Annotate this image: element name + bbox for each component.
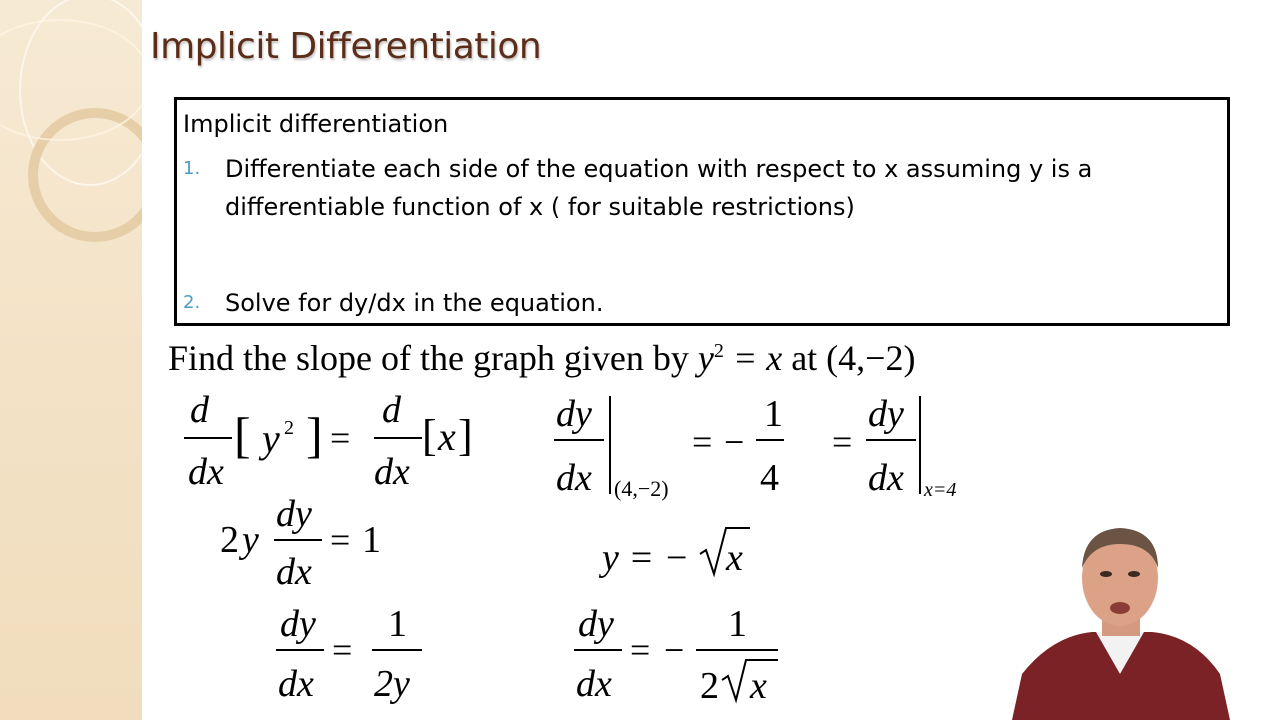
bracket-left: [ [234,407,251,463]
numerator-d: d [382,390,401,431]
numerator-one: 1 [764,393,783,435]
eq-slope-at-point [554,393,956,501]
minus: − [724,422,745,462]
step-number: 2. [183,292,201,313]
coef-two: 2 [700,665,719,707]
denominator-dx: dx [188,451,224,493]
bracket-left: [ [422,411,437,460]
var-y: y [262,416,280,461]
step-1 [183,150,1175,226]
numerator-dy: dy [578,603,614,645]
box-heading: Implicit differentiation [183,110,449,138]
presenter-video [1012,524,1230,720]
exponent-two: 2 [284,417,294,439]
var-x: x [438,414,456,459]
eq-dydx-one-over-2y [276,603,422,705]
problem-statement [168,337,915,379]
problem-equation: = x [723,338,783,378]
minus: − [664,630,685,670]
eq-dydx-neg-one-over-2sqrtx [574,603,778,707]
y-equals-minus: y = − [602,537,690,579]
step-text: Differentiate each side of the equation with respect to x assuming y is a differentiable function of x ( for suitable restrictions) [225,155,1093,221]
equals: = [692,422,713,462]
equals: = [330,520,351,560]
denominator-dx: dx [276,551,312,593]
numerator-dy: dy [276,493,312,535]
equals: = [332,630,353,670]
swirl-decoration [0,0,142,720]
equals: = [330,418,351,458]
var-x: x [726,537,743,579]
numerator-dy: dy [280,603,316,645]
denominator-dx: dx [556,457,592,499]
problem-prefix: Find the slope of the graph given by [168,338,698,378]
value-one: 1 [362,519,381,561]
numerator-one: 1 [388,603,407,645]
presenter-figure [1012,524,1230,720]
denominator-dx: dx [868,457,904,499]
denominator-dx: dx [374,451,410,493]
step-number: 1. [183,158,201,179]
eq-two-y-dydx [220,493,381,593]
denominator-dx: dx [576,663,612,705]
coef-two: 2 [220,519,239,561]
equals: = [832,422,853,462]
problem-suffix: at (4,−2) [782,338,916,378]
equals: = [630,630,651,670]
eq-y-neg-sqrt-x [598,528,750,579]
problem-var-y: y [697,338,714,378]
bracket-right: ] [458,411,473,460]
numerator-dy: dy [868,393,904,435]
var-y: y [242,519,259,561]
denominator-2y: 2y [374,663,410,705]
numerator-dy: dy [556,393,592,435]
slide-title: Implicit Differentiation [150,26,542,67]
bracket-right: ] [306,407,323,463]
decorative-sidebar [0,0,142,720]
eq-differentiate-both-sides [184,390,473,493]
denominator-four: 4 [760,457,779,499]
step-text: Solve for dy/dx in the equation. [225,289,604,317]
denominator-dx: dx [278,663,314,705]
definition-box [174,97,1230,326]
step-2 [183,284,1175,322]
numerator-d: d [190,390,209,431]
eval-x: x=4 [924,479,957,501]
problem-exponent: 2 [713,340,724,362]
numerator-one: 1 [728,603,747,645]
eval-point: (4,−2) [614,476,669,501]
var-x: x [750,665,767,707]
